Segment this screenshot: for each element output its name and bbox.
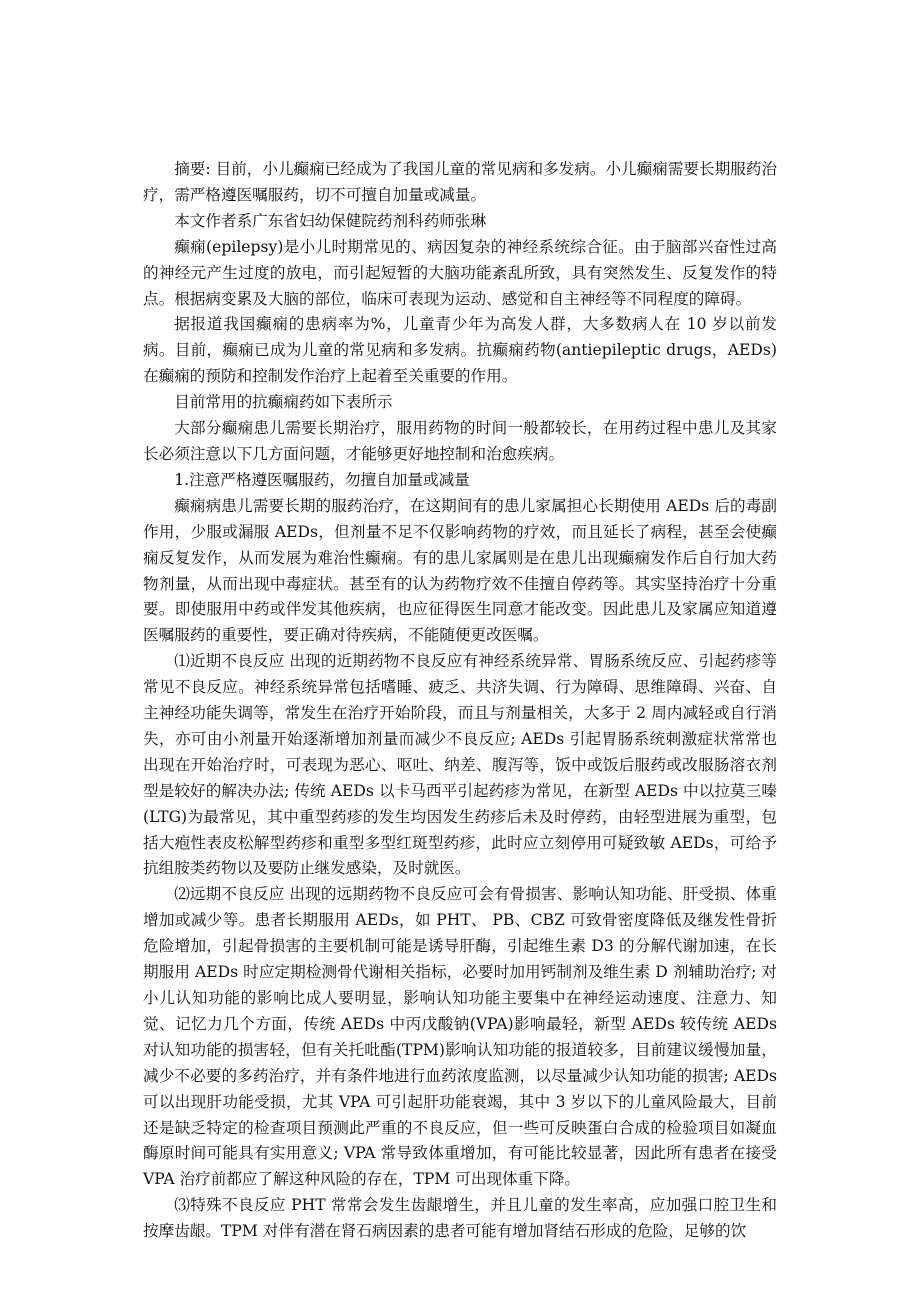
paragraph-prevalence: 据报道我国癫痫的患病率为%，儿童青少年为高发人群，大多数病人在 10 岁以前发病。目前，癫痫已成为儿童的常见病和多发病。抗癫痫药物(antiepileptic drugs，AEDs)在癫痫的预防和控制发作治疗上起着至关重要的作用。 — [143, 315, 777, 386]
section-heading-1: 1.注意严格遵医嘱服药，勿擅自加量或减量 — [174, 470, 470, 489]
paragraph-long-term-treatment: 大部分癫痫患儿需要长期治疗，服用药物的时间一般都较长，在用药过程中患儿及其家长必须注意以下几方面问题，才能够更好地控制和治愈疾病。 — [143, 419, 777, 463]
paragraph-long-term-reactions: ⑵远期不良反应 出现的远期药物不良反应可会有骨损害、影响认知功能、肝受损、体重增加或减少等。患者长期服用 AEDs，如 PHT、 PB、CBZ 可致骨密度降低及继发性骨折危险增加，引起骨损害的主要机制可能是诱导肝酶，引起维生素 D3 的分解代谢加速，在长期服用 AEDs 时应定期检测骨代谢相关指标，必要时加用钙制剂及维生素 D 剂辅助治疗; 对小儿认知功能的影响比成人要明显，影响认知功能主要集中在神经运动速度、注意力、知觉、记忆力几个方面，传统 AEDs 中丙戊酸钠(VPA)影响最轻，新型 AEDs 较传统 AEDs 对认知功能的损害轻，但有关托吡酯(TPM)影响认知功能的报道较多，目前建议缓慢加量，减少不必要的多药治疗，并有条件地进行血药浓度监测，以尽量减少认知功能的损害; AEDs 可以出现肝功能受损，尤其 VPA 可引起肝功能衰竭，其中 3 岁以下的儿童风险最大，目前还是缺乏特定的检查项目预测此严重的不良反应，但一些可反映蛋白合成的检验项目如凝血酶原时间可能具有实用意义; VPA 常导致体重增加，有可能比较显著，因此所有患者在接受 VPA 治疗前都应了解这种风险的存在，TPM 可出现体重下降。 — [143, 885, 777, 1189]
paragraph-special-reactions: ⑶特殊不良反应 PHT 常常会发生齿龈增生，并且儿童的发生率高，应加强口腔卫生和按摩齿龈。TPM 对伴有潜在肾石病因素的患者可能有增加肾结石形成的危险，足够的饮 — [143, 1196, 777, 1241]
abstract-paragraph: 摘要: 目前，小儿癫痫已经成为了我国儿童的常见病和多发病。小儿癫痫需要长期服药治疗，需严格遵医嘱服药，切不可擅自加量或减量。 — [143, 160, 777, 204]
paragraph-medication-compliance: 癫痫病患儿需要长期的服药治疗，在这期间有的患儿家属担心长期使用 AEDs 后的毒副作用，少服或漏服 AEDs，但剂量不足不仅影响药物的疗效，而且延长了病程，甚至会使癫痫反复发作，从而发展为难治性癫痫。有的患儿家属则是在患儿出现癫痫发作后自行加大药物剂量，从而出现中毒症状。甚至有的认为药物疗效不佳擅自停药等。其实坚持治疗十分重要。即使服用中药或伴发其他疾病，也应征得医生同意才能改变。因此患儿及家属应知道遵医嘱服药的重要性，要正确对待疾病，不能随便更改医嘱。 — [143, 496, 777, 645]
author-note: 本文作者系广东省妇幼保健院药剂科药师张琳 — [174, 211, 487, 230]
paragraph-common-drugs: 目前常用的抗癫痫药如下表所示 — [174, 393, 393, 412]
article-body — [143, 157, 777, 1245]
paragraph-short-term-reactions: ⑴近期不良反应 出现的近期药物不良反应有神经系统异常、胃肠系统反应、引起药疹等常见不良反应。神经系统异常包括嗜睡、疲乏、共济失调、行为障碍、思维障碍、兴奋、自主神经功能失调等，常发生在治疗开始阶段，而且与剂量相关，大多于 2 周内减轻或自行消失，亦可由小剂量开始逐渐增加剂量而减少不良反应; AEDs 引起胃肠系统刺激症状常常也出现在开始治疗时，可表现为恶心、呕吐、纳差、腹泻等，饭中或饭后服药或改服肠溶衣剂型是较好的解决办法; 传统 AEDs 以卡马西平引起药疹为常见，在新型 AEDs 中以拉莫三嗪(LTG)为最常见，其中重型药疹的发生均因发生药疹后未及时停药，由轻型进展为重型，包括大疱性表皮松解型药疹和重型多型红斑型药疹，此时应立刻停用可疑致敏 AEDs，可给予抗组胺类药物以及要防止继发感染，及时就医。 — [143, 652, 777, 878]
paragraph-epilepsy-definition: 癫痫(epilepsy)是小儿时期常见的、病因复杂的神经系统综合征。由于脑部兴奋性过高的神经元产生过度的放电，而引起短暂的大脑功能紊乱所致，具有突然发生、反复发作的特点。根据病变累及大脑的部位，临床可表现为运动、感觉和自主神经等不同程度的障碍。 — [143, 237, 777, 308]
